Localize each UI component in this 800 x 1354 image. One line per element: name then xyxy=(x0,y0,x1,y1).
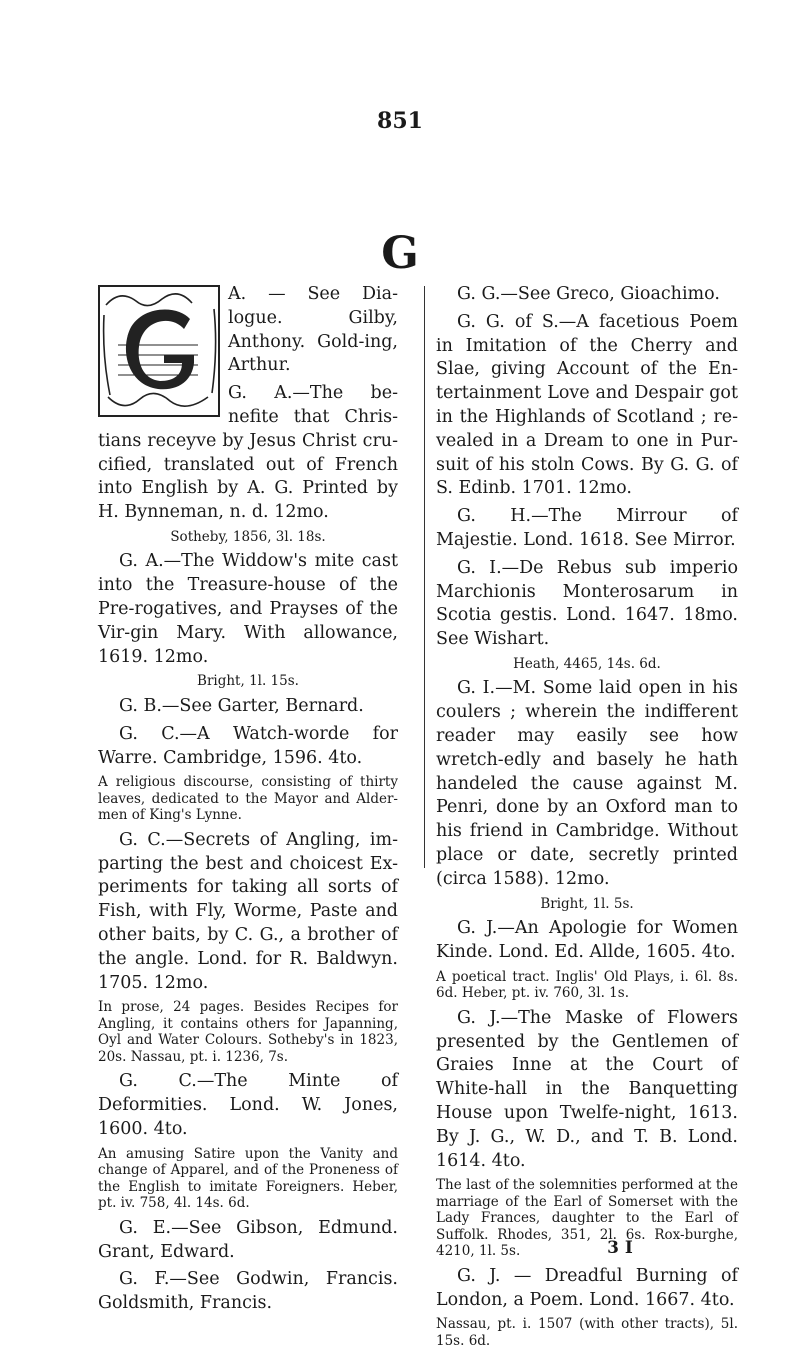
catalog-entry: G. C.—Secrets of Angling, im-parting the best and choicest Ex-periments for taking all sorts of Fish, with Fly, Worme, Paste and other baits, by C. G., a brother of the angle. Lond. for R. Baldwyn. 1705. 12mo. xyxy=(98,829,398,993)
catalog-entry: G. B.—See Garter, Bernard. xyxy=(119,695,364,716)
annotation-note: A religious discourse, consisting of thirty leaves, dedicated to the Mayor and Alder-men of King's Lynne. xyxy=(98,774,398,824)
catalog-entry: A. — See Dia-logue. Gilby, Anthony. Gold-ing, Arthur. xyxy=(228,284,398,376)
catalog-entry: G. J.—An Apologie for Women Kinde. Lond. Ed. Allde, 1605. 4to. xyxy=(436,918,738,962)
annotation-note: An amusing Satire upon the Vanity and change of Apparel, and of the Proneness of the English to imitate Foreigners. Heber, pt. iv. 758, 4l. 14s. 6d. xyxy=(98,1145,398,1212)
catalog-entry: G. F.—See Godwin, Francis. Goldsmith, Francis. xyxy=(98,1269,398,1314)
catalog-entry: G. G. of S.—A facetious Poem in Imitation of the Cherry and Slae, giving Account of the En-tertainment Love and Despair got in the Highlands of Scotland ; re-vealed in a Dream to one in Pur-suit of his stoln Cows. By G. G. of S. Edinb. 1701. 12mo. xyxy=(436,311,738,499)
annotation-note: A poetical tract. Inglis' Old Plays, i. 6l. 8s. 6d. Heber, pt. iv. 760, 3l. 1s. xyxy=(436,968,738,1002)
price-note: Bright, 1l. 5s. xyxy=(540,895,634,912)
catalog-entry: G. I.—M. Some laid open in his coulers ; wherein the indifferent reader may easily see how wretch-edly and basely he hath handeled the cause against M. Penri, done by an Oxford man to his friend in Cambridge. Without place or date, secretly printed (circa 1588). 12mo. xyxy=(436,678,738,889)
catalog-entry: G. C.—The Minte of Deformities. Lond. W. Jones, 1600. 4to. xyxy=(98,1071,398,1140)
annotation-note: Nassau, pt. i. 1507 (with other tracts), 5l. 15s. 6d. xyxy=(436,1316,738,1349)
price-note: Heath, 4465, 14s. 6d. xyxy=(513,655,661,672)
catalog-entry: G. G.—See Greco, Gioachimo. xyxy=(457,284,720,304)
annotation-note: The last of the solemnities performed at the marriage of the Earl of Somerset with the Lady Frances, daughter to the Earl of Suffolk. Rhodes, 351, 2l. 6s. Rox-burghe, 4210, 1l. 5s. xyxy=(436,1177,738,1260)
signature-mark: 3 I xyxy=(607,1238,633,1258)
column-divider xyxy=(424,286,425,868)
catalog-entry: G. A.—The be-nefite that Chris-tians receyve by Jesus Christ cru-cified, translated out of French into English by A. G. Printed by H. Bynneman, n. d. 12mo. xyxy=(98,383,398,523)
left-column xyxy=(98,283,398,1320)
annotation-note: In prose, 24 pages. Besides Recipes for Angling, it contains others for Japanning, Oyl and Water Colours. Sotheby's in 1823, 20s. Nassau, pt. i. 1236, 7s. xyxy=(98,999,398,1065)
catalog-entry: G. J.—The Maske of Flowers presented by the Gentlemen of Graies Inne at the Court of White-hall in the Banquetting House upon Twelfe-night, 1613. By J. G., W. D., and T. B. Lond. 1614. 4to. xyxy=(436,1007,738,1171)
price-note: Bright, 1l. 15s. xyxy=(197,673,299,690)
catalog-entry: G. I.—De Rebus sub imperio Marchionis Monterosarum in Scotia gestis. Lond. 1647. 18mo. See Wishart. xyxy=(436,557,738,650)
ornamental-initial-g-icon xyxy=(98,285,220,417)
price-note: Sotheby, 1856, 3l. 18s. xyxy=(170,528,326,545)
catalog-entry: G. A.—The Widdow's mite cast into the Treasure-house of the Pre-rogatives, and Prayses of the Vir-gin Mary. With allowance, 1619. 12mo. xyxy=(98,551,398,667)
catalog-entry: G. E.—See Gibson, Edmund. Grant, Edward. xyxy=(98,1217,398,1262)
catalog-entry: G. H.—The Mirrour of Majestie. Lond. 1618. See Mirror. xyxy=(436,506,738,550)
page-number: 851 xyxy=(377,108,423,134)
catalog-entry: G. C.—A Watch-worde for Warre. Cambridge, 1596. 4to. xyxy=(98,723,398,768)
right-column xyxy=(436,283,738,1354)
catalog-entry: G. J. — Dreadful Burning of London, a Poem. Lond. 1667. 4to. xyxy=(436,1265,738,1310)
section-letter: G xyxy=(381,228,419,279)
